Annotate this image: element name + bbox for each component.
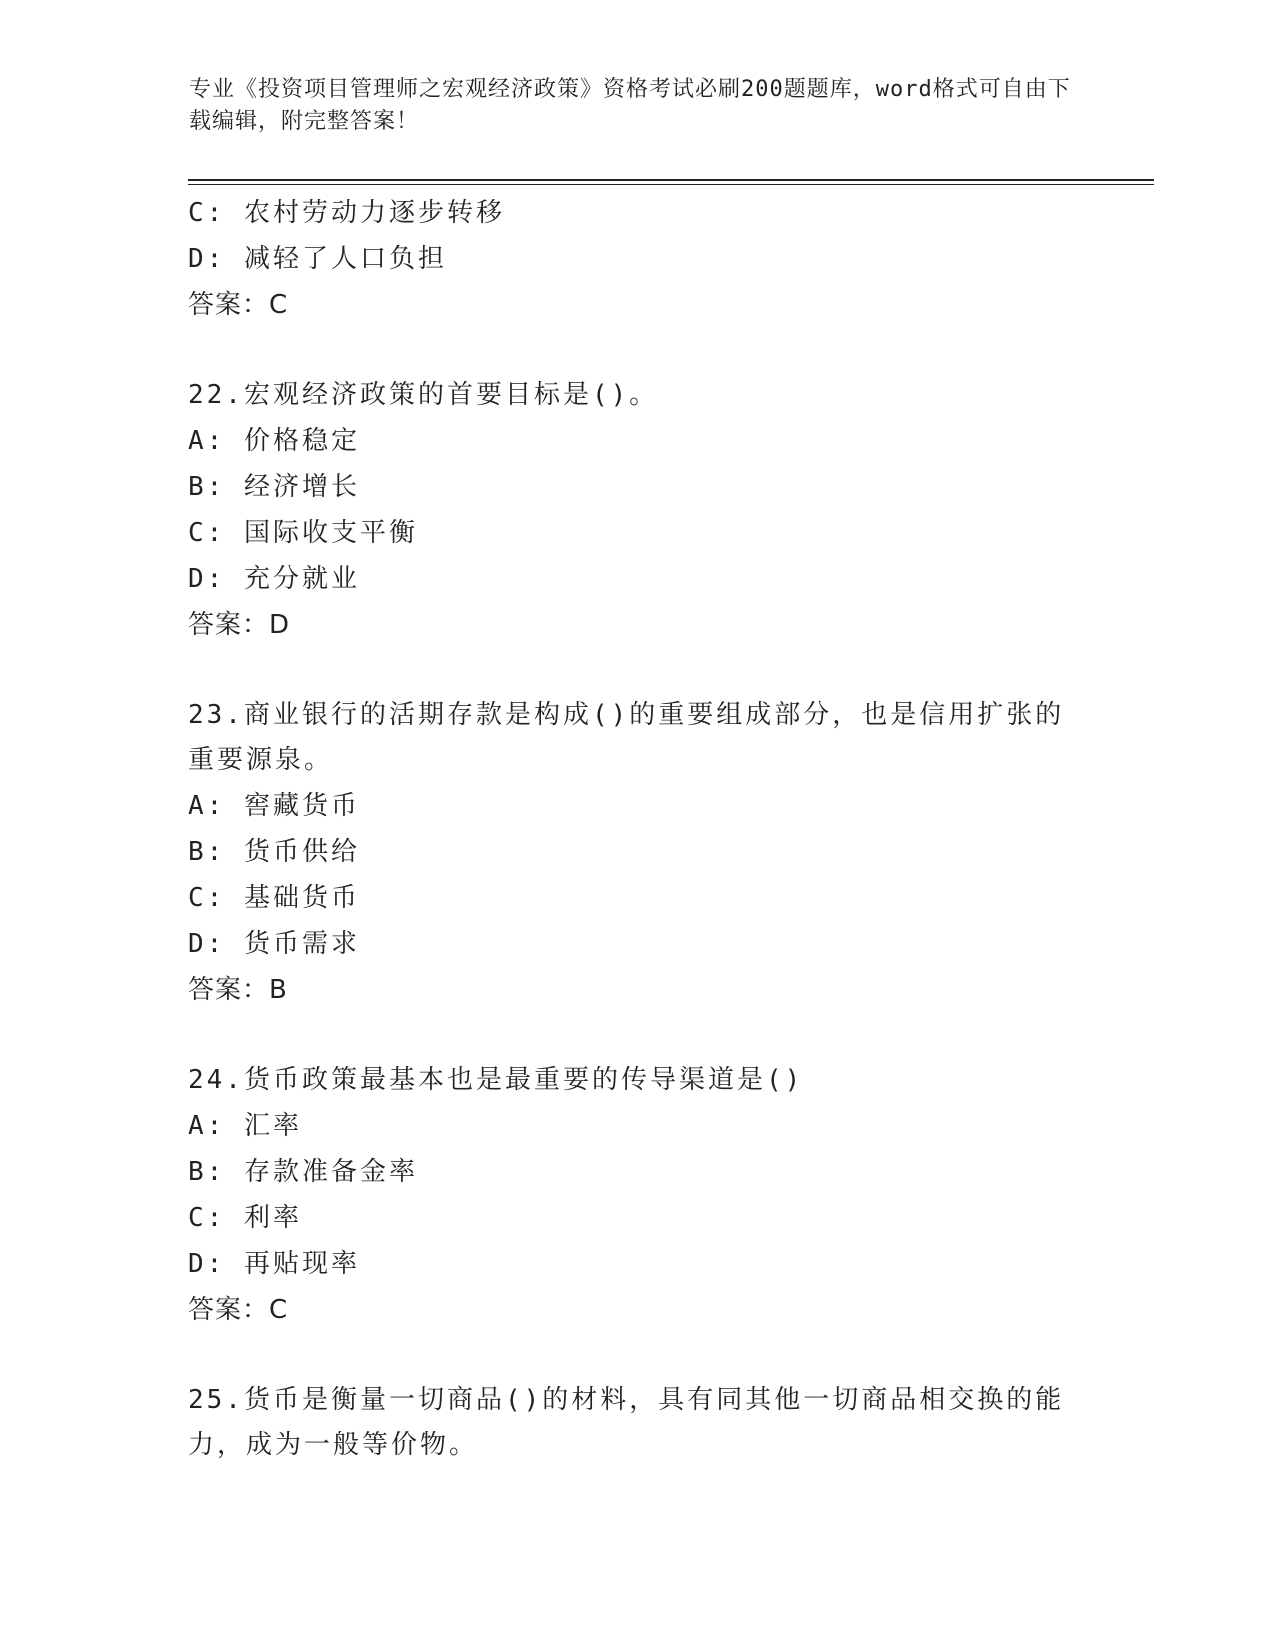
option-a: A: 价格稳定	[188, 426, 360, 456]
option-b: B: 经济增长	[188, 472, 360, 502]
document-intro: 专业《投资项目管理师之宏观经济政策》资格考试必刷200题题库，word格式可自由下载编辑，附完整答案！	[189, 77, 1071, 134]
answer-line: 答案：C	[188, 290, 289, 320]
option-b: B: 存款准备金率	[188, 1157, 418, 1187]
question-25	[188, 1378, 1088, 1468]
question-list	[188, 190, 1088, 1468]
question-23	[188, 693, 1088, 1013]
header-divider-thick	[188, 179, 1154, 181]
answer-line: 答案：B	[188, 975, 288, 1005]
option-c: C: 利率	[188, 1203, 302, 1233]
option-b: B: 货币供给	[188, 837, 360, 867]
option-c: C: 农村劳动力逐步转移	[188, 198, 505, 228]
header-divider-thin	[188, 184, 1154, 185]
option-d: D: 充分就业	[188, 564, 360, 594]
option-a: A: 窖藏货币	[188, 791, 360, 821]
question-24	[188, 1058, 1088, 1333]
question-text: 23.商业银行的活期存款是构成()的重要组成部分，也是信用扩张的重要源泉。	[188, 700, 1065, 775]
option-c: C: 国际收支平衡	[188, 518, 418, 548]
question-text: 24.货币政策最基本也是最重要的传导渠道是()	[188, 1065, 804, 1095]
option-d: D: 再贴现率	[188, 1249, 360, 1279]
answer-line: 答案：C	[188, 1295, 289, 1325]
option-a: A: 汇率	[188, 1111, 302, 1141]
option-d: D: 货币需求	[188, 929, 360, 959]
answer-line: 答案：D	[188, 610, 291, 640]
question-text: 25.货币是衡量一切商品()的材料，具有同其他一切商品相交换的能力，成为一般等价物。	[188, 1385, 1065, 1460]
question-text: 22.宏观经济政策的首要目标是()。	[188, 380, 659, 410]
option-d: D: 减轻了人口负担	[188, 244, 447, 274]
question-21-tail	[188, 190, 1088, 328]
option-c: C: 基础货币	[188, 883, 360, 913]
question-22	[188, 373, 1088, 648]
